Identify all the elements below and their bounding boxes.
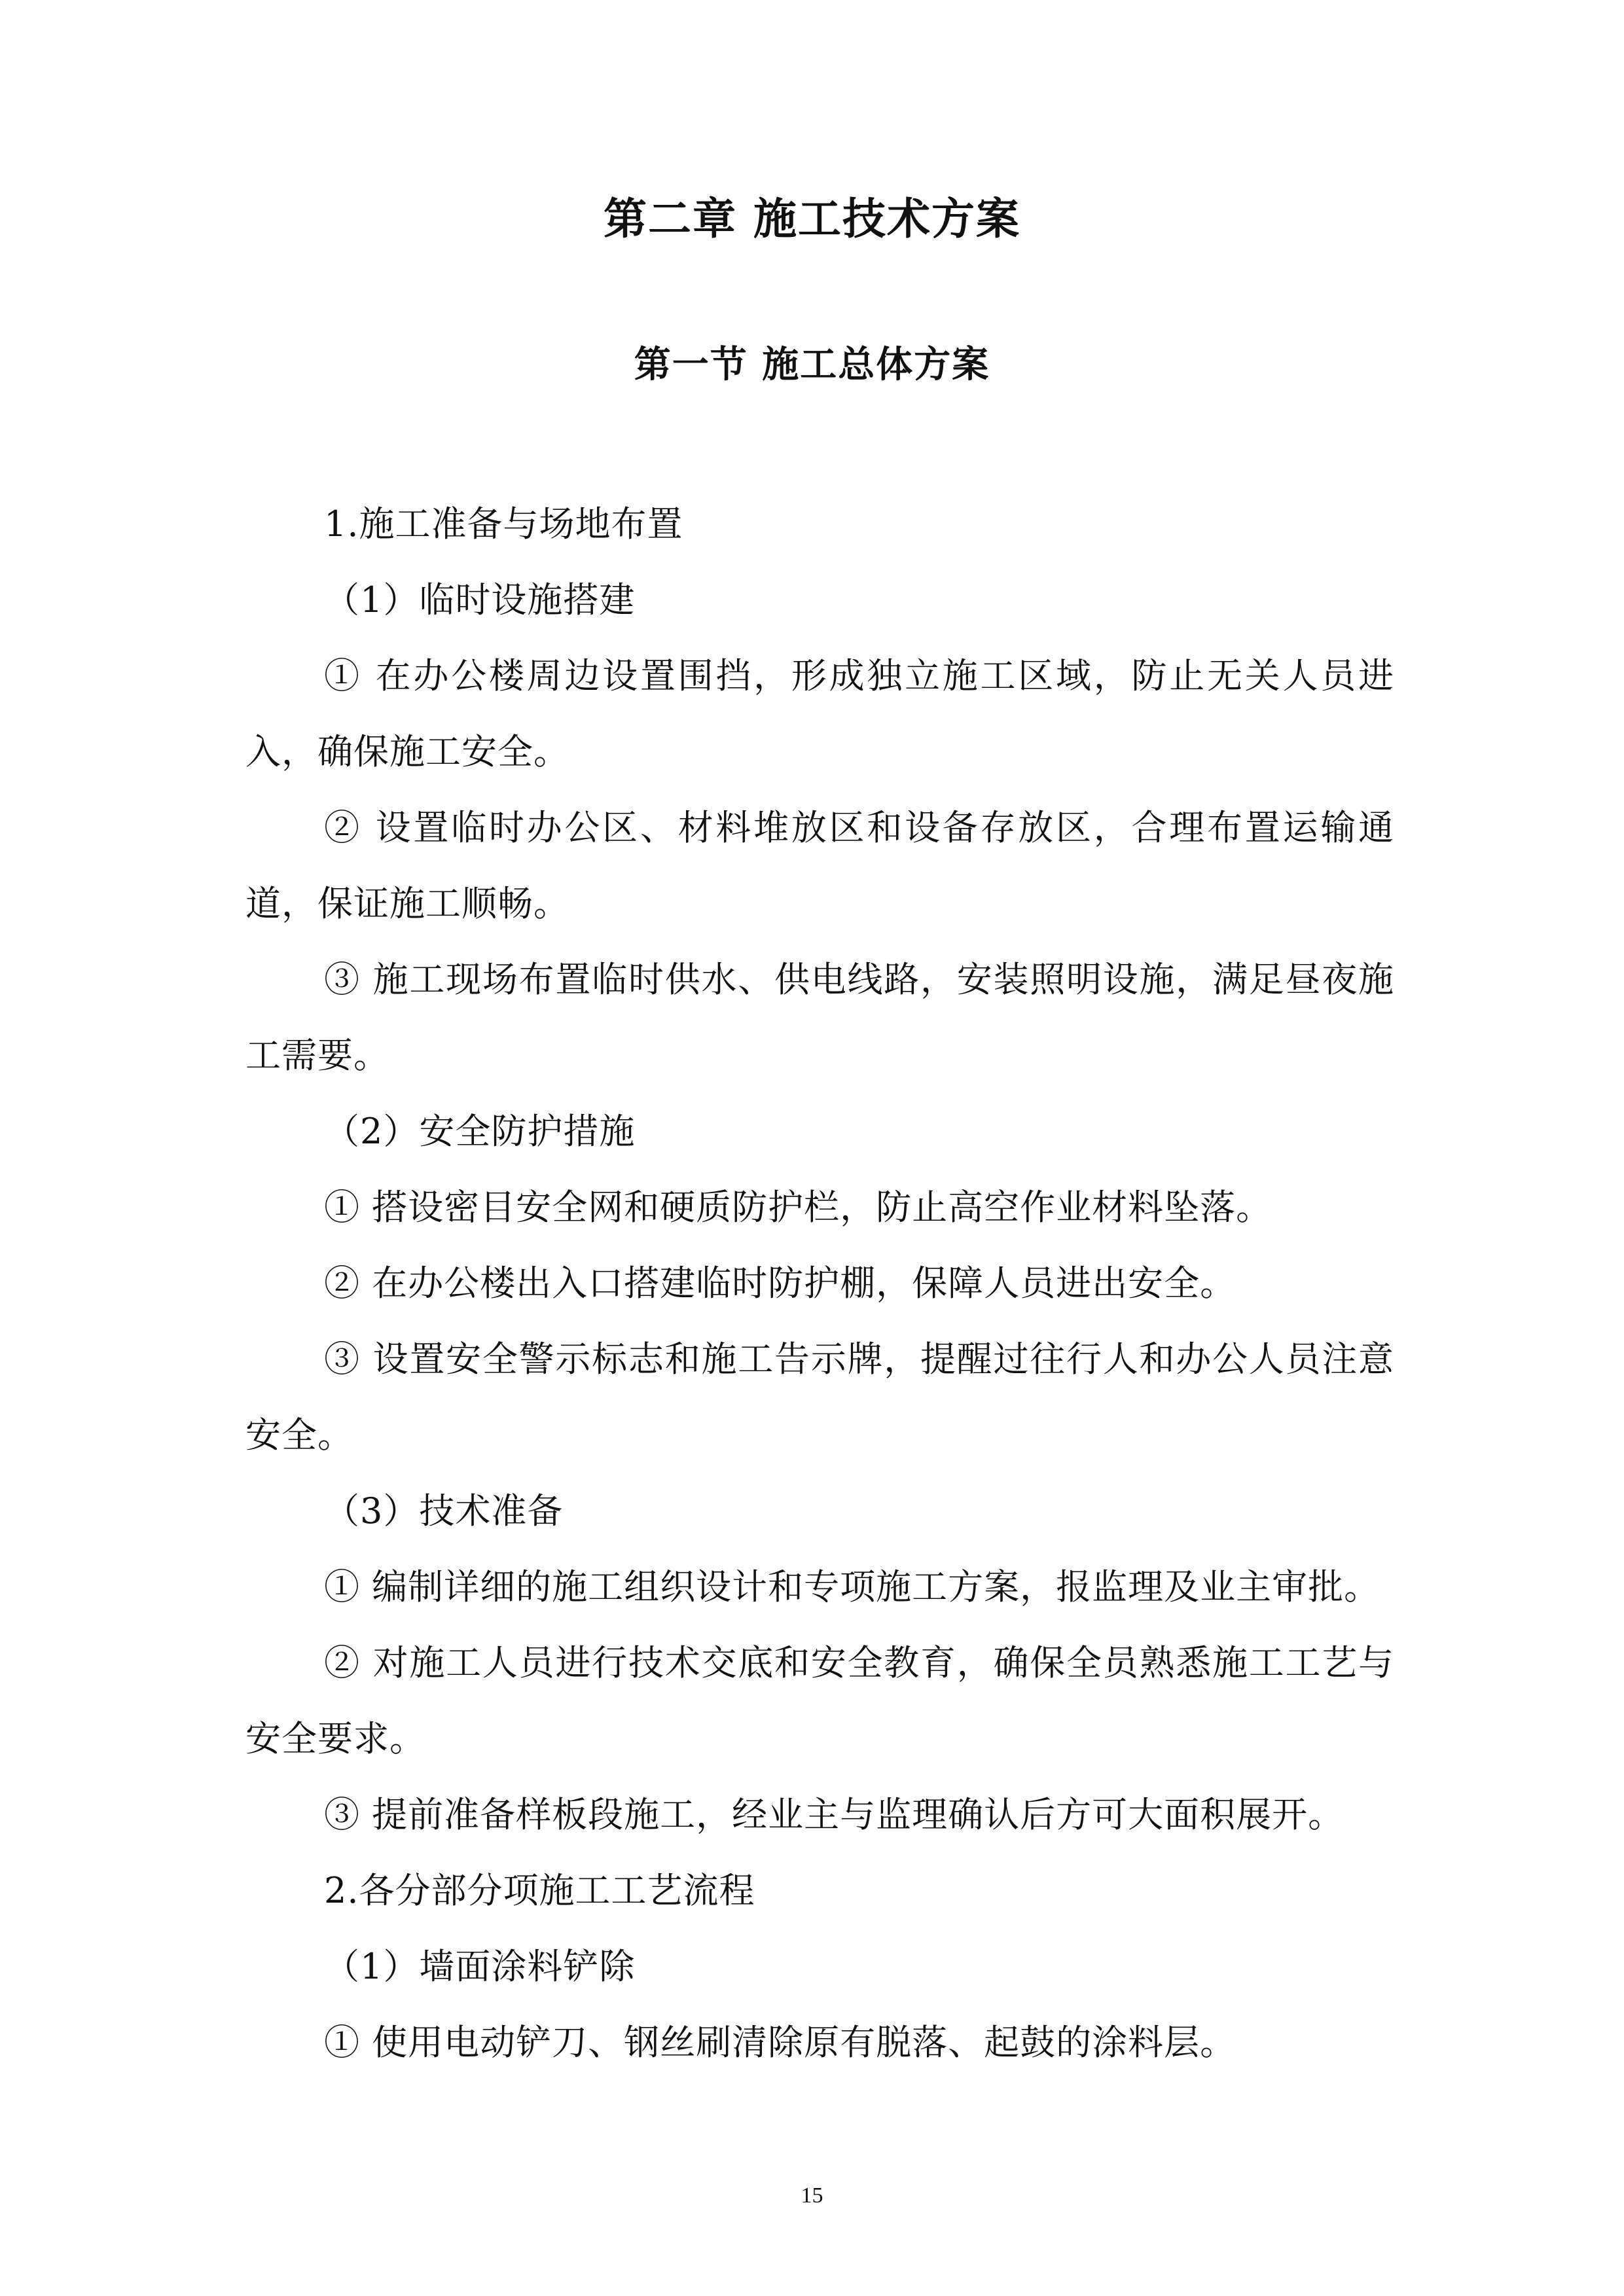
heading-process-flow: 2.各分部分项施工工艺流程 — [324, 1870, 755, 1911]
subheading-technical-preparation: （3）技术准备 — [324, 1490, 564, 1532]
page-number: 15 — [801, 2183, 823, 2208]
paragraph: ① 搭设密目安全网和硬质防护栏，防止高空作业材料坠落。 — [324, 1187, 1272, 1228]
paragraph: ① 编制详细的施工组织设计和专项施工方案，报监理及业主审批。 — [324, 1566, 1380, 1607]
subheading-paint-removal: （1）墙面涂料铲除 — [324, 1946, 636, 1987]
paragraph: ① 使用电动铲刀、钢丝刷清除原有脱落、起鼓的涂料层。 — [324, 2022, 1236, 2063]
paragraph: ② 对施工人员进行技术交底和安全教育，确保全员熟悉施工工艺与安全要求。 — [245, 1642, 1394, 1759]
paragraph: ③ 施工现场布置临时供水、供电线路，安装照明设施，满足昼夜施工需要。 — [245, 959, 1394, 1076]
subheading-safety-measures: （2）安全防护措施 — [324, 1111, 636, 1152]
chapter-title: 第二章 施工技术方案 — [604, 194, 1020, 244]
section-title: 第一节 施工总体方案 — [634, 344, 990, 386]
paragraph: ③ 设置安全警示标志和施工告示牌，提醒过往行人和办公人员注意安全。 — [245, 1338, 1394, 1456]
heading-preparation: 1.施工准备与场地布置 — [324, 503, 683, 545]
subheading-temporary-facilities: （1）临时设施搭建 — [324, 579, 636, 620]
paragraph: ③ 提前准备样板段施工，经业主与监理确认后方可大面积展开。 — [324, 1794, 1344, 1835]
paragraph: ① 在办公楼周边设置围挡，形成独立施工区域，防止无关人员进入，确保施工安全。 — [245, 655, 1394, 772]
paragraph: ② 设置临时办公区、材料堆放区和设备存放区，合理布置运输通道，保证施工顺畅。 — [245, 807, 1394, 924]
body-text — [245, 486, 1394, 2081]
paragraph: ② 在办公楼出入口搭建临时防护棚，保障人员进出安全。 — [324, 1263, 1236, 1304]
